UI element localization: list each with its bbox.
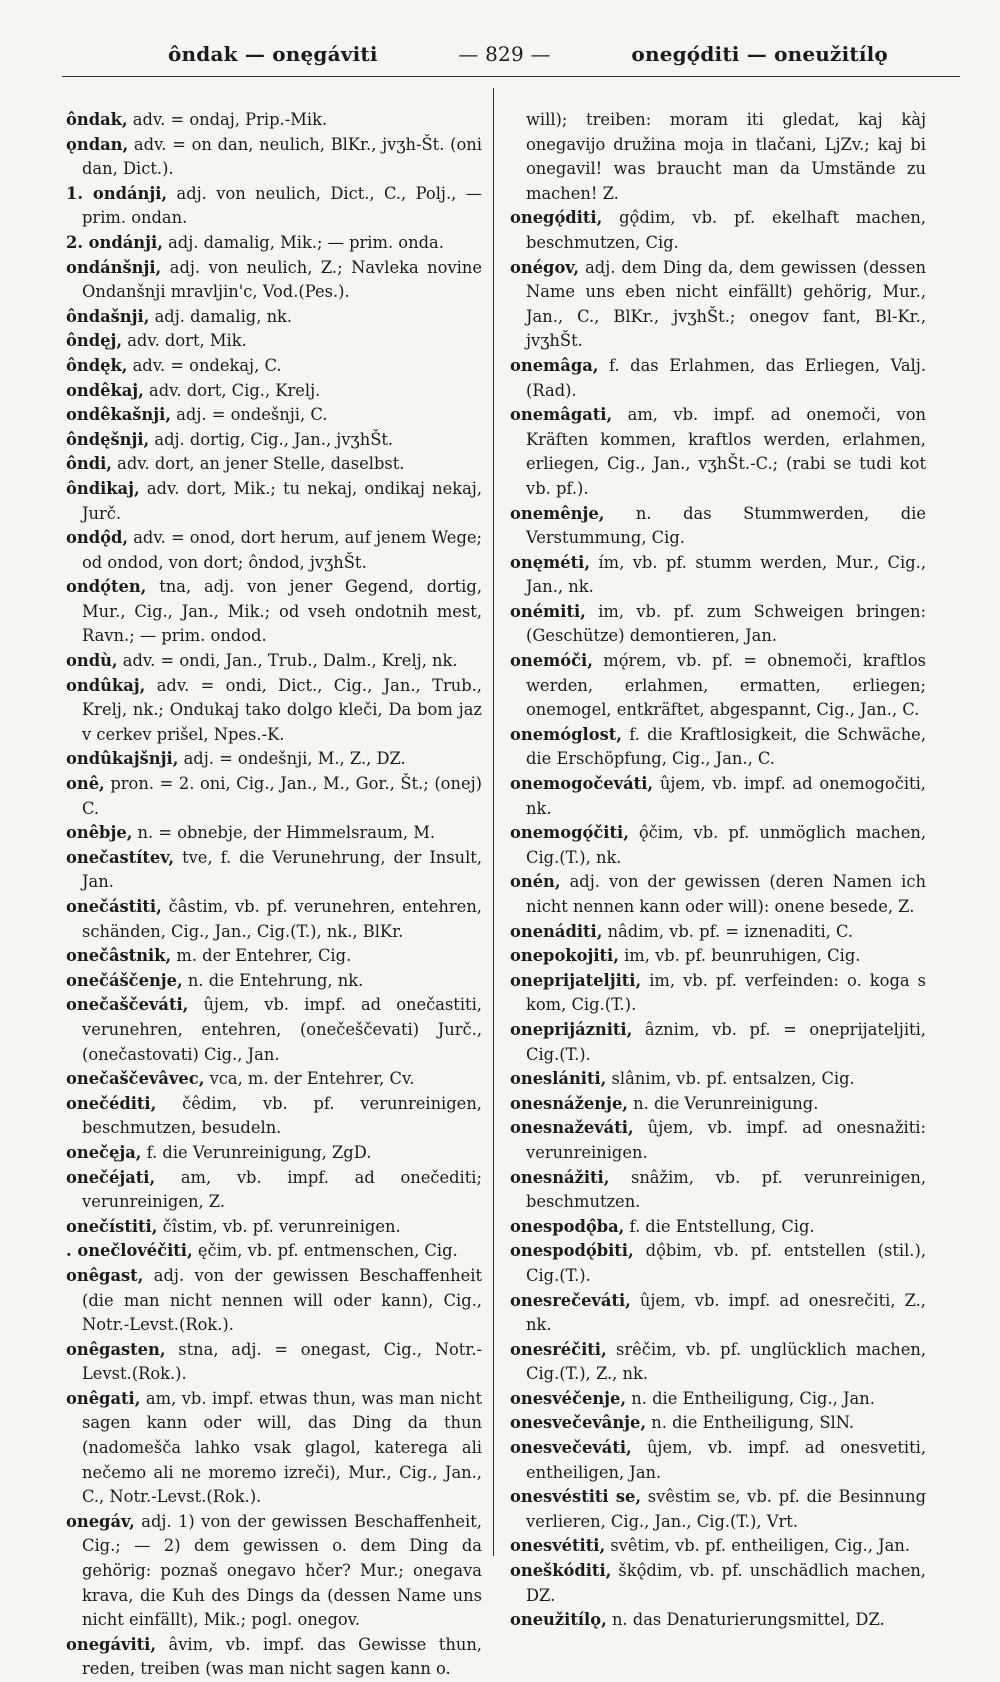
dictionary-entry xyxy=(66,477,482,526)
entry-text: n. das Denaturierungsmittel, DZ. xyxy=(611,1610,885,1630)
entry-headword: onečístiti, xyxy=(66,1216,158,1236)
entry-headword: onêgati, xyxy=(66,1388,141,1408)
entry-headword: onegáviti, xyxy=(66,1634,157,1654)
dictionary-entry xyxy=(66,133,482,182)
entry-text: n. die Verunreinigung. xyxy=(633,1093,819,1113)
entry-headword: onemênje, xyxy=(510,503,605,523)
entry-headword: onečáščenje, xyxy=(66,970,183,990)
dictionary-entry xyxy=(510,354,926,403)
entry-text: adv. dort, Cig., Krelj. xyxy=(149,380,321,400)
entry-headword: onemogǫ́čiti, xyxy=(510,823,629,843)
entry-headword: onečęja, xyxy=(66,1142,142,1162)
entry-text: âvim, vb. impf. das Gewisse thun, reden, treiben (was man nicht sagen kann o. xyxy=(82,1634,482,1679)
entry-text: âznim, vb. pf. = oneprijateljiti, Cig.(T.). xyxy=(526,1019,926,1064)
right-column xyxy=(510,108,926,1633)
dictionary-entry xyxy=(510,108,926,206)
entry-headword: oneslániti, xyxy=(510,1069,607,1089)
entry-text: n. die Entheiligung, SlN. xyxy=(651,1413,855,1433)
dictionary-entry xyxy=(66,649,482,674)
entry-headword: onečaščeváti, xyxy=(66,995,189,1015)
entry-headword: onenáditi, xyxy=(510,921,603,941)
dictionary-entry xyxy=(510,403,926,501)
entry-headword: ondêkašnji, xyxy=(66,405,172,425)
entry-headword: onečéjati, xyxy=(66,1167,156,1187)
entry-text: adj. 1) von der gewissen Beschaffenheit, Cig.; — 2) dem gewissen o. dem Ding da gehörig: poznaš onegavo hčer? Mur.; onegava krava, die Kuh des Dings da (dessen Name uns nicht einfällt), Mik.; pogl. onegov. xyxy=(82,1511,482,1630)
entry-text: adj. damalig, nk. xyxy=(154,306,293,326)
dictionary-entry xyxy=(66,674,482,748)
entry-headword: onê, xyxy=(66,774,105,794)
dictionary-entry xyxy=(510,870,926,919)
entry-headword: onesvéčenje, xyxy=(510,1388,627,1408)
dictionary-entry xyxy=(510,920,926,945)
dictionary-entry xyxy=(510,502,926,551)
dictionary-entry xyxy=(510,1411,926,1436)
entry-headword: ôndikaj, xyxy=(66,478,140,498)
dictionary-entry xyxy=(66,1338,482,1387)
entry-headword: oneužitílǫ, xyxy=(510,1610,607,1630)
entry-headword: onemâgati, xyxy=(510,405,613,425)
entry-headword: onemóglost, xyxy=(510,724,622,744)
entry-text: m. der Entehrer, Cig. xyxy=(176,946,352,966)
dictionary-entry xyxy=(66,1264,482,1338)
entry-text: adv. dort, an jener Stelle, daselbst. xyxy=(117,454,405,474)
dictionary-entry xyxy=(510,1067,926,1092)
entry-text: škǫ̂dim, vb. pf. unschädlich machen, DZ. xyxy=(526,1561,926,1605)
entry-text: f. das Erlahmen, das Erliegen, Valj.(Rad). xyxy=(526,355,926,400)
entry-headword: onesnáženje, xyxy=(510,1093,628,1113)
dictionary-entry xyxy=(66,1141,482,1166)
entry-headword: ôndęšnji, xyxy=(66,429,150,449)
entry-text: adv. = ondaj, Prip.-Mik. xyxy=(132,110,328,129)
dictionary-entry xyxy=(66,329,482,354)
dictionary-entry xyxy=(66,452,482,477)
dictionary-entry xyxy=(66,182,482,231)
dictionary-entry xyxy=(66,575,482,649)
entry-headword: ôndi, xyxy=(66,454,112,474)
dictionary-entry xyxy=(510,256,926,354)
dictionary-entry xyxy=(510,1239,926,1288)
dictionary-entry xyxy=(66,526,482,575)
dictionary-entry xyxy=(66,1633,482,1682)
entry-text: adv. = ondekaj, C. xyxy=(132,355,282,375)
dictionary-entry xyxy=(510,649,926,723)
entry-text: čâstim, vb. pf. verunehren, entehren, schänden, Cig., Jan., Cig.(T.), nk., BlKr. xyxy=(82,897,482,941)
entry-text: f. die Verunreinigung, ZgD. xyxy=(146,1142,372,1162)
entry-headword: ondûkajšnji, xyxy=(66,749,179,769)
dictionary-entry xyxy=(66,403,482,428)
entry-headword: ondù, xyxy=(66,651,118,671)
dictionary-entry xyxy=(66,354,482,379)
running-head-right: onegǫ́diti — oneužitílǫ xyxy=(631,42,888,66)
dictionary-entry xyxy=(66,379,482,404)
dictionary-entry xyxy=(66,1166,482,1215)
dictionary-entry xyxy=(66,895,482,944)
entry-text: adj. von neulich, Z.; Navleka novine Ondanšnji mravljin'c, Vod.(Pes.). xyxy=(82,257,482,302)
column-divider xyxy=(493,88,494,1556)
entry-headword: 2. ondánji, xyxy=(66,232,163,252)
entry-headword: 1. ondánji, xyxy=(66,183,168,203)
entry-headword: oneprijateljiti, xyxy=(510,970,642,990)
entry-text: adv. = onod, dort herum, auf jenem Wege; od ondod, von dort; ôndod, jvʒhŠt. xyxy=(82,528,482,572)
entry-text: ûjem, vb. impf. ad onesrečiti, Z., nk. xyxy=(526,1290,926,1335)
dictionary-entry xyxy=(66,993,482,1067)
entry-text: will); treiben: moram iti gledat, kaj kàj onegavijo družina moja in tlačani, LjZv.; kaj bi onegavil! was braucht man da Umstände zu machen! Z. xyxy=(526,110,926,203)
entry-text: mǫ́rem, vb. pf. = obnemoči, kraftlos werden, erlahmen, ermatten, erliegen; onemogel, entkräftet, abgespannt, Cig., Jan., C. xyxy=(526,651,926,720)
entry-text: n. = obnebje, der Himmelsraum, M. xyxy=(137,823,436,843)
entry-headword: onesnaževáti, xyxy=(510,1118,634,1138)
dictionary-entry xyxy=(66,944,482,969)
dictionary-entry xyxy=(66,256,482,305)
entry-headword: ondêkaj, xyxy=(66,380,144,400)
dictionary-entry xyxy=(510,723,926,772)
dictionary-entry xyxy=(510,1436,926,1485)
entry-text: adj. dortig, Cig., Jan., jvʒhŠt. xyxy=(154,429,394,449)
entry-text: ím, vb. pf. stumm werden, Mur., Cig., Jan., nk. xyxy=(526,552,926,597)
entry-text: ǫ̂čim, vb. pf. unmöglich machen, Cig.(T.), nk. xyxy=(526,823,926,867)
entry-headword: oneprijázniti, xyxy=(510,1019,633,1039)
entry-headword: onečastítev, xyxy=(66,847,175,867)
entry-headword: onečéditi, xyxy=(66,1093,157,1113)
entry-text: adj. = ondešnji, C. xyxy=(176,405,328,425)
dictionary-entry xyxy=(510,551,926,600)
entry-text: srêčim, vb. pf. unglücklich machen, Cig.(T.), Z., nk. xyxy=(526,1339,926,1384)
entry-text: adj. damalig, Mik.; — prim. onda. xyxy=(168,232,444,252)
entry-text: am, vb. impf. ad onemoči, von Kräften kommen, kraftlos werden, erlahmen, erliegen, Cig., Jan., vʒhŠt.-C.; (rabi se tudi kot vb. pf.). xyxy=(526,405,926,498)
entry-headword: onesvétiti, xyxy=(510,1536,606,1556)
header-rule xyxy=(62,76,960,77)
entry-headword: ǫndan, xyxy=(66,134,129,154)
dictionary-entry xyxy=(66,1215,482,1240)
running-head xyxy=(168,42,888,66)
entry-text: f. die Entstellung, Cig. xyxy=(629,1216,815,1236)
dictionary-entry xyxy=(510,1116,926,1165)
entry-headword: onespodǫ́biti, xyxy=(510,1241,634,1261)
dictionary-entry xyxy=(66,305,482,330)
entry-headword: onêgasten, xyxy=(66,1339,166,1359)
entry-headword: onesvečevânje, xyxy=(510,1413,647,1433)
entry-headword: ondǫ́ten, xyxy=(66,577,147,597)
dictionary-entry xyxy=(510,1018,926,1067)
dictionary-entry xyxy=(66,1067,482,1092)
entry-headword: ondánšnji, xyxy=(66,257,162,277)
entry-text: adv. = on dan, neulich, BlKr., jvʒh-Št. (oni dan, Dict.). xyxy=(82,134,482,179)
dictionary-entry xyxy=(510,1608,926,1633)
dictionary-entry xyxy=(510,1534,926,1559)
entry-headword: onemogočeváti, xyxy=(510,774,654,794)
page-number: — 829 — xyxy=(458,42,551,66)
dictionary-entry xyxy=(510,1387,926,1412)
dictionary-entry xyxy=(66,1092,482,1141)
dictionary-entry xyxy=(510,1338,926,1387)
entry-headword: ôndęj, xyxy=(66,331,122,351)
entry-headword: ondǫ̂d, xyxy=(66,528,128,548)
entry-text: n. das Stummwerden, die Verstummung, Cig. xyxy=(526,503,926,548)
entry-text: im, vb. pf. zum Schweigen bringen: (Geschütze) demontieren, Jan. xyxy=(526,601,927,646)
entry-headword: onemóči, xyxy=(510,651,593,671)
entry-text: čîstim, vb. pf. verunreinigen. xyxy=(162,1216,401,1236)
entry-headword: onesvéstiti se, xyxy=(510,1487,642,1507)
entry-text: am, vb. impf. ad onečediti; verunreinigen, Z. xyxy=(82,1167,482,1212)
entry-text: adj. von der gewissen (deren Namen ich nicht nennen kann oder will): onene besede, Z. xyxy=(526,872,926,916)
entry-headword: onêgast, xyxy=(66,1265,144,1285)
dictionary-entry xyxy=(510,1289,926,1338)
dictionary-entry xyxy=(66,821,482,846)
entry-headword: onesrečeváti, xyxy=(510,1290,631,1310)
entry-headword: onepokojiti, xyxy=(510,946,619,966)
entry-text: svêtim, vb. pf. entheiligen, Cig., Jan. xyxy=(610,1536,911,1556)
entry-headword: oneškóditi, xyxy=(510,1561,612,1581)
entry-text: gǫ̂dim, vb. pf. ekelhaft machen, beschmutzen, Cig. xyxy=(526,208,926,252)
entry-text: adv. dort, Mik.; tu nekaj, ondikaj nekaj, Jurč. xyxy=(82,478,482,523)
entry-text: dǫ̂bim, vb. pf. entstellen (stil.), Cig.(T.). xyxy=(526,1241,927,1285)
entry-headword: onečástiti, xyxy=(66,897,162,916)
dictionary-entry xyxy=(510,1092,926,1117)
entry-headword: onęméti, xyxy=(510,552,591,572)
entry-text: adj. dem Ding da, dem gewissen (dessen Name uns eben nicht einfällt) gehörig, Mur., Jan., C., BlKr., jvʒhŠt.; onegov fant, Bl-Kr., jvʒhŠt. xyxy=(526,257,926,351)
dictionary-entry xyxy=(510,1485,926,1534)
entry-text: f. die Kraftlosigkeit, die Schwäche, die Erschöpfung, Cig., Jan., C. xyxy=(526,724,926,769)
dictionary-entry xyxy=(510,1559,926,1608)
entry-headword: onêbje, xyxy=(66,823,133,843)
dictionary-entry xyxy=(66,428,482,453)
dictionary-entry xyxy=(510,1166,926,1215)
entry-text: tve, f. die Verunehrung, der Insult, Jan. xyxy=(82,847,482,892)
entry-text: svêstim se, vb. pf. die Besinnung verlieren, Cig., Jan., Cig.(T.), Vrt. xyxy=(526,1487,927,1531)
entry-text: n. die Entehrung, nk. xyxy=(187,970,364,990)
dictionary-entry xyxy=(66,969,482,994)
entry-headword: onén, xyxy=(510,872,561,892)
running-head-left: ôndak — onęgáviti xyxy=(168,42,378,66)
entry-text: ûjem, vb. impf. ad onečastiti, verunehren, entehren, (onečeščevati) Jurč., (onečastovati) Cig., Jan. xyxy=(82,995,482,1064)
entry-headword: . onečlovéčiti, xyxy=(66,1241,193,1261)
entry-text: ûjem, vb. impf. ad onesvetiti, entheiligen, Jan. xyxy=(526,1438,926,1482)
entry-headword: onečâstnik, xyxy=(66,946,172,966)
dictionary-entry xyxy=(510,600,926,649)
entry-text: adj. = ondešnji, M., Z., DZ. xyxy=(183,749,406,769)
entry-headword: ôndak, xyxy=(66,110,128,129)
entry-headword: onegǫ́diti, xyxy=(510,208,603,228)
entry-text: im, vb. pf. verfeinden: o. koga s kom, Cig.(T.). xyxy=(526,970,926,1015)
entry-text: ûjem, vb. impf. ad onesnažiti: verunreinigen. xyxy=(526,1118,926,1162)
dictionary-entry xyxy=(66,231,482,256)
entry-headword: onemâga, xyxy=(510,355,599,375)
entry-headword: onesnážiti, xyxy=(510,1167,610,1187)
dictionary-entry xyxy=(510,772,926,821)
dictionary-entry xyxy=(510,206,926,255)
entry-text: adv. = ondi, Jan., Trub., Dalm., Krelj, nk. xyxy=(122,651,458,671)
entry-text: čêdim, vb. pf. verunreinigen, beschmutzen, besudeln. xyxy=(82,1093,482,1138)
entry-headword: onesréčiti, xyxy=(510,1339,607,1359)
entry-text: snâžim, vb. pf. verunreinigen, beschmutzen. xyxy=(526,1167,926,1212)
entry-text: adj. von neulich, Dict., C., Polj., — prim. ondan. xyxy=(82,183,482,228)
dictionary-entry xyxy=(66,1387,482,1510)
entry-text: am, vb. impf. etwas thun, was man nicht sagen kann oder will, das Ding da thun (nadomešča lahko vsak glagol, katerega ali nečemo ali ne moremo izreči), Mur., Cig., Jan., C., Notr.-Levst.(Rok.). xyxy=(82,1388,482,1507)
dictionary-entry xyxy=(66,747,482,772)
entry-text: stna, adj. = onegast, Cig., Notr.-Levst.(Rok.). xyxy=(82,1339,482,1384)
entry-text: tna, adj. von jener Gegend, dortig, Mur., Cig., Jan., Mik.; od vseh ondotnih mest, Ravn.; — prim. ondod. xyxy=(82,577,482,646)
dictionary-entry xyxy=(66,108,482,133)
entry-headword: ôndašnji, xyxy=(66,306,150,326)
entry-headword: onegáv, xyxy=(66,1511,135,1531)
entry-text: n. die Entheiligung, Cig., Jan. xyxy=(631,1388,875,1408)
entry-text: vca, m. der Entehrer, Cv. xyxy=(209,1069,415,1089)
dictionary-entry xyxy=(510,1215,926,1240)
entry-headword: onégov, xyxy=(510,257,580,277)
dictionary-entry xyxy=(510,821,926,870)
dictionary-entry xyxy=(66,1510,482,1633)
entry-text: slânim, vb. pf. entsalzen, Cig. xyxy=(611,1069,855,1089)
dictionary-entry xyxy=(510,969,926,1018)
entry-text: ęčim, vb. pf. entmenschen, Cig. xyxy=(197,1241,458,1261)
entry-text: pron. = 2. oni, Cig., Jan., M., Gor., Št.; (onej) C. xyxy=(82,774,482,818)
left-column xyxy=(66,108,482,1682)
entry-headword: ôndęk, xyxy=(66,355,128,375)
dictionary-entry xyxy=(66,1239,482,1264)
entry-headword: onesvečeváti, xyxy=(510,1438,632,1458)
entry-text: adv. dort, Mik. xyxy=(127,331,247,351)
entry-headword: onečaščevâvec, xyxy=(66,1069,205,1089)
entry-text: im, vb. pf. beunruhigen, Cig. xyxy=(624,946,861,966)
dictionary-entry xyxy=(510,944,926,969)
entry-headword: onespodǫ̂ba, xyxy=(510,1216,625,1236)
entry-headword: ondûkaj, xyxy=(66,675,146,695)
entry-text: adv. = ondi, Dict., Cig., Jan., Trub., Krelj, nk.; Ondukaj tako dolgo kleči, Da bom jaz v cerkev prišel, Npes.-K. xyxy=(82,675,482,744)
dictionary-entry xyxy=(66,772,482,821)
entry-text: nâdim, vb. pf. = iznenaditi, C. xyxy=(607,921,854,941)
entry-headword: onémiti, xyxy=(510,601,586,621)
entry-text: ûjem, vb. impf. ad onemogočiti, nk. xyxy=(526,774,926,818)
entry-text: adj. von der gewissen Beschaffenheit (die man nicht nennen will oder kann), Cig., Notr.-Levst.(Rok.). xyxy=(82,1265,482,1335)
dictionary-entry xyxy=(66,846,482,895)
